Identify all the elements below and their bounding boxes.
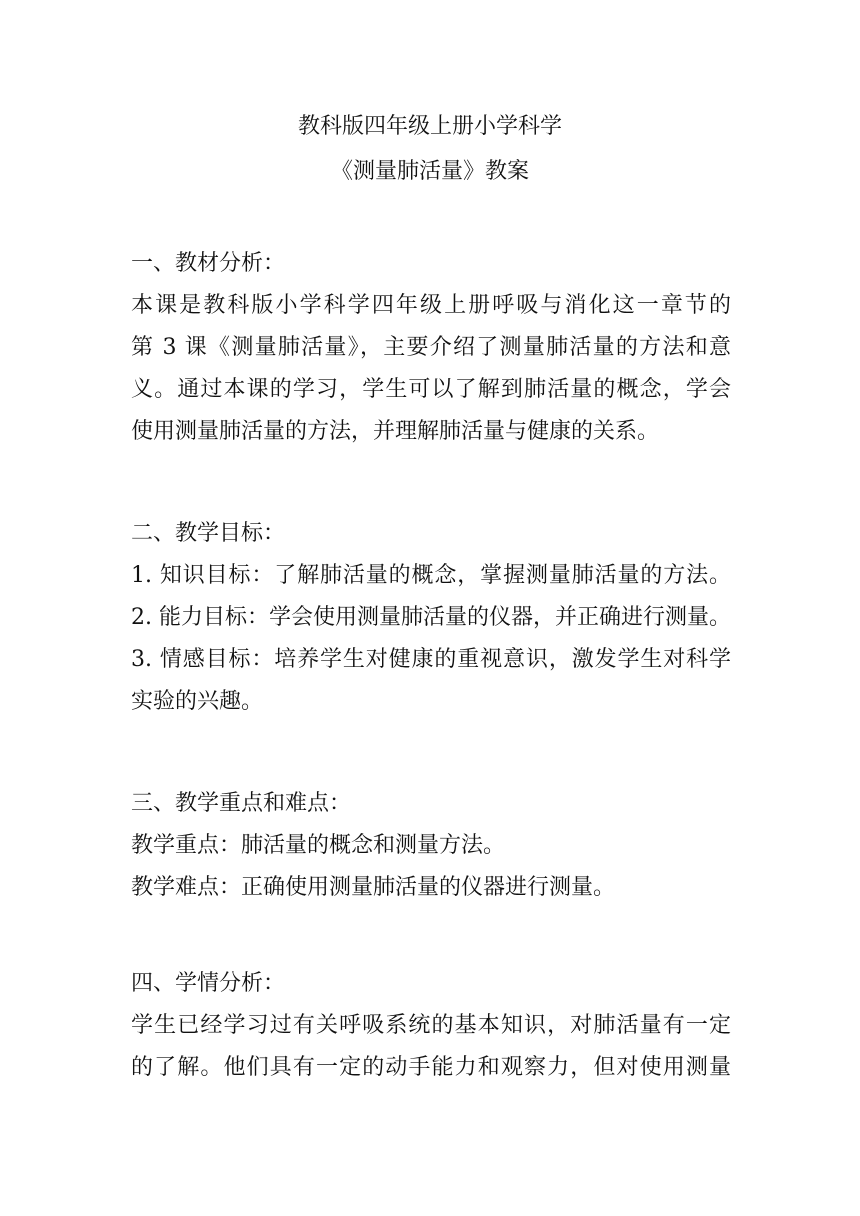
list-item: 3. 情感目标：培养学生对健康的重视意识，激发学生对科学 xyxy=(131,647,731,672)
section-heading: 三、教学重点和难点： xyxy=(131,791,352,816)
list-item: 1. 知识目标：了解肺活量的概念，掌握测量肺活量的方法。 xyxy=(131,563,731,588)
paragraph-line: 使用测量肺活量的方法，并理解肺活量与健康的关系。 xyxy=(131,419,660,444)
list-item: 2. 能力目标：学会使用测量肺活量的仪器，并正确进行测量。 xyxy=(131,605,731,630)
paragraph-line: 义。通过本课的学习，学生可以了解到肺活量的概念，学会 xyxy=(131,377,731,402)
list-item-continuation: 实验的兴趣。 xyxy=(131,689,264,714)
document-title: 教科版四年级上册小学科学 xyxy=(297,114,562,139)
paragraph-line: 教学难点：正确使用测量肺活量的仪器进行测量。 xyxy=(131,875,616,900)
paragraph-line: 教学重点：肺活量的概念和测量方法。 xyxy=(131,833,506,858)
paragraph-line: 的了解。他们具有一定的动手能力和观察力，但对使用测量 xyxy=(131,1055,731,1080)
section-heading: 二、教学目标： xyxy=(131,521,286,546)
section-heading: 一、教材分析： xyxy=(131,251,286,276)
section-heading: 四、学情分析： xyxy=(131,971,286,996)
document-subtitle: 《测量肺活量》教案 xyxy=(330,159,529,184)
paragraph-line: 本课是教科版小学科学四年级上册呼吸与消化这一章节的 xyxy=(131,293,731,318)
paragraph-line: 学生已经学习过有关呼吸系统的基本知识，对肺活量有一定 xyxy=(131,1013,731,1038)
paragraph-line: 第 3 课《测量肺活量》，主要介绍了测量肺活量的方法和意 xyxy=(131,335,731,360)
